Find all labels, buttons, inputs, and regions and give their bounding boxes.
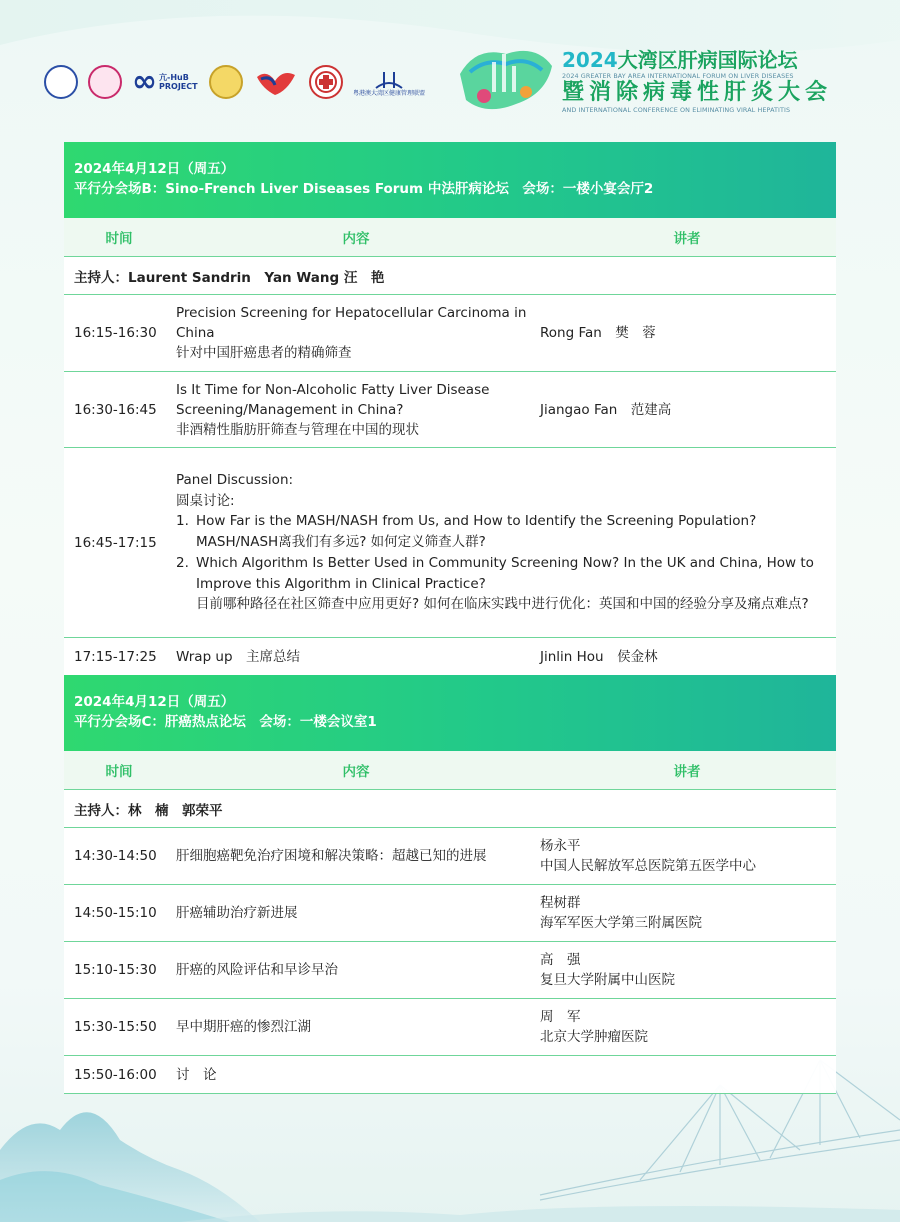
- panel-title-en: Panel Discussion:: [176, 472, 294, 489]
- panel-discussion-row: [64, 448, 836, 638]
- row-time: 15:30-15:50: [74, 1019, 157, 1035]
- row-content: Wrap up 主席总结: [176, 649, 301, 665]
- row-speaker: [538, 950, 836, 990]
- speaker-org: 北京大学肿瘤医院: [540, 1029, 648, 1045]
- university-seal-logo: [44, 65, 78, 99]
- row-content: 肝癌的风险评估和早诊早治: [176, 962, 338, 978]
- col-time: 时间: [105, 231, 133, 247]
- session-b-host: 主持人：Laurent Sandrin Yan Wang 汪 艳: [74, 269, 385, 286]
- session-b-header: [64, 142, 836, 218]
- col-time: 时间: [105, 764, 133, 780]
- speaker-name: 杨永平: [540, 838, 581, 854]
- session-c-host-row: [64, 790, 836, 828]
- row-content: 肝癌辅助治疗新进展: [176, 905, 298, 921]
- forum-title: [562, 48, 862, 114]
- alliance-label: 粤港澳大湾区健康管理联盟: [353, 89, 426, 97]
- session-c-venue: 平行分会场C：肝癌热点论坛 会场：一楼会议室1: [74, 714, 377, 730]
- red-cross-icon: [313, 69, 339, 95]
- sponsor-logos: [44, 62, 425, 102]
- table-row: [64, 638, 836, 676]
- panel-item-num: 1.: [176, 513, 189, 530]
- session-c-header: [64, 675, 836, 751]
- hub-project-logo: [132, 66, 199, 98]
- speaker-org: 中国人民解放军总医院第五医学中心: [540, 858, 756, 874]
- row-content-cn: 非酒精性脂肪肝筛查与管理在中国的现状: [176, 421, 419, 438]
- row-content: [174, 380, 538, 440]
- speaker-org: 复旦大学附属中山医院: [540, 972, 675, 988]
- session-c-table: [64, 675, 836, 1094]
- session-b-date: 2024年4月12日（周五）: [74, 161, 235, 177]
- col-content: 内容: [342, 231, 370, 247]
- gba-health-alliance-logo: [353, 66, 425, 98]
- row-time: 16:15-16:30: [74, 325, 157, 341]
- red-seal-logo: [88, 65, 122, 99]
- session-b-venue: 平行分会场B：Sino-French Liver Diseases Forum 中法肝病论坛 会场：一楼小宴会厅2: [74, 181, 654, 197]
- table-row: [64, 295, 836, 372]
- table-row: [64, 885, 836, 942]
- row-time: 17:15-17:25: [74, 649, 157, 665]
- panel-item-cn: 目前哪种路径在社区筛查中应用更好? 如何在临床实践中进行优化：英国和中国的经验分享及痛点难点?: [196, 596, 809, 613]
- row-speaker: [538, 836, 836, 876]
- row-time: 15:10-15:30: [74, 962, 157, 978]
- row-content: 肝细胞癌靶免治疗困境和解决策略：超越已知的进展: [176, 848, 487, 864]
- panel-item-cn: MASH/NASH离我们有多远? 如何定义筛查人群?: [196, 534, 486, 551]
- hub-project-label: 亢-HuB PROJECT: [159, 73, 198, 91]
- speaker-org: 海军军医大学第三附属医院: [540, 915, 702, 931]
- row-time: 14:30-14:50: [74, 848, 157, 864]
- speaker-name: 程树群: [540, 895, 581, 911]
- panel-title-cn: 圆桌讨论:: [176, 492, 235, 509]
- panel-item-en: How Far is the MASH/NASH from Us, and How to Identify the Screening Population?: [196, 513, 757, 530]
- table-row: [64, 999, 836, 1056]
- session-c-date: 2024年4月12日（周五）: [74, 694, 235, 710]
- panel-item: [176, 553, 830, 615]
- red-cross-circle-logo: [309, 65, 343, 99]
- row-speaker: Jinlin Hou 侯金林: [540, 649, 658, 665]
- row-time: 14:50-15:10: [74, 905, 157, 921]
- row-time: 15:50-16:00: [74, 1066, 157, 1083]
- col-speaker: 讲者: [673, 764, 701, 780]
- forum-emblem: [456, 44, 556, 116]
- col-content: 内容: [342, 764, 370, 780]
- row-content-en: Is It Time for Non-Alcoholic Fatty Liver Disease Screening/Management in China?: [176, 381, 490, 418]
- row-speaker: Rong Fan 樊 蓉: [540, 325, 656, 341]
- row-time: 16:30-16:45: [74, 401, 157, 418]
- forum-subtitle-en1: 2024 GREATER BAY AREA INTERNATIONAL FORUM ON LIVER DISEASES: [562, 72, 794, 80]
- speaker-name: 高 强: [540, 952, 581, 968]
- panel-item-num: 2.: [176, 554, 189, 571]
- row-speaker: Jiangao Fan 范建高: [540, 401, 672, 418]
- panel-item: [176, 511, 830, 552]
- gold-seal-logo: [209, 65, 243, 99]
- row-content: 早中期肝癌的惨烈江湖: [176, 1019, 311, 1035]
- row-content: [174, 303, 538, 363]
- forum-subtitle-en2: AND INTERNATIONAL CONFERENCE ON ELIMINATING VIRAL HEPATITIS: [562, 106, 791, 114]
- forum-year: 2024: [562, 48, 618, 72]
- row-content-en: Precision Screening for Hepatocellular Carcinoma in China: [176, 305, 527, 341]
- session-b-table: [64, 142, 836, 676]
- table-row: [64, 942, 836, 999]
- forum-title-line1: 大湾区肝病国际论坛: [617, 48, 798, 72]
- session-c-column-headers: [64, 751, 836, 790]
- session-c-host: 主持人：林 楠 郭荣平: [74, 802, 223, 819]
- panel-content: [174, 470, 836, 615]
- row-speaker: [538, 893, 836, 933]
- table-row: [64, 828, 836, 885]
- session-b-host-row: [64, 257, 836, 295]
- heart-ribbon-logo: [253, 66, 299, 98]
- panel-item-en: Which Algorithm Is Better Used in Community Screening Now? In the UK and China, How to Improve this Algorithm in Clinical Practice?: [196, 554, 814, 592]
- forum-title-line2: 暨消除病毒性肝炎大会: [562, 80, 833, 105]
- row-time: 16:45-17:15: [74, 534, 157, 551]
- row-content-cn: 针对中国肝癌患者的精确筛查: [176, 345, 352, 361]
- table-row: [64, 1056, 836, 1094]
- session-b-column-headers: [64, 218, 836, 257]
- table-row: [64, 372, 836, 448]
- heart-ribbon-icon: [253, 67, 299, 97]
- row-content: 讨 论: [176, 1066, 217, 1083]
- infinity-icon: ∞: [132, 64, 157, 99]
- bridge-logo-icon: [374, 68, 404, 90]
- speaker-name: 周 军: [540, 1009, 581, 1025]
- col-speaker: 讲者: [673, 231, 701, 247]
- row-speaker: [538, 1007, 836, 1047]
- page-header: [0, 0, 900, 140]
